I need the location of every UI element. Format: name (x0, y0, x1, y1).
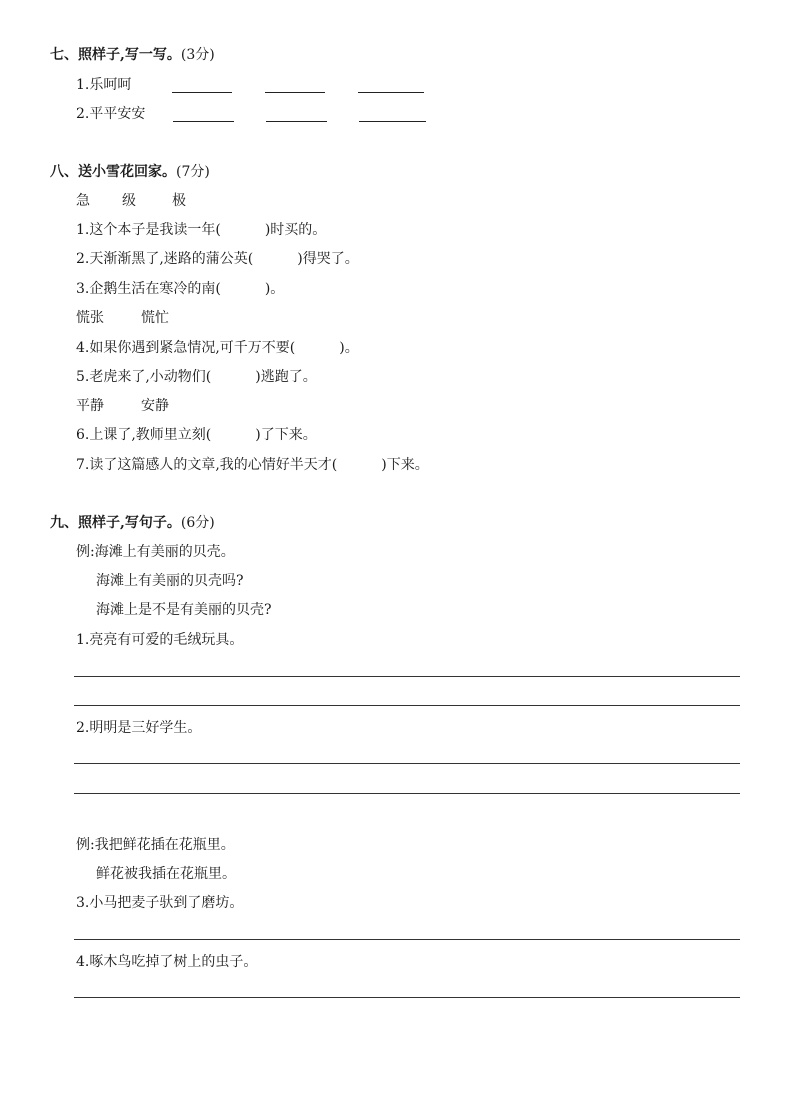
s8-question-7: 7.读了这篇感人的文章,我的心情好半天才( )下来。 (76, 457, 429, 473)
word-choice-4: 慌张 (76, 310, 104, 326)
section-7-title: 七、照样子,写一写。 (50, 47, 181, 63)
section-8-heading (50, 163, 210, 181)
s7-item-1-blank-3[interactable] (358, 92, 424, 93)
s9-question-4: 4.啄木鸟吃掉了树上的虫子。 (76, 954, 258, 970)
s7-item-1-blank-1[interactable] (172, 92, 232, 93)
s7-item-2-blank-2[interactable] (266, 121, 327, 122)
answer-line[interactable] (74, 676, 740, 677)
example-2-sentence: 例:我把鲜花插在花瓶里。 (76, 837, 235, 853)
s7-item-2-label: 2.平平安安 (76, 106, 146, 122)
s8-question-1: 1.这个本子是我读一年( )时买的。 (76, 222, 327, 238)
s9-question-1: 1.亮亮有可爱的毛绒玩具。 (76, 632, 244, 648)
answer-line[interactable] (74, 705, 740, 706)
section-9-heading (50, 514, 215, 532)
answer-line[interactable] (74, 939, 740, 940)
section-9-title: 九、照样子,写句子。 (50, 515, 181, 531)
section-8-title: 八、送小雪花回家。 (50, 164, 176, 180)
example-1-sentence: 例:海滩上有美丽的贝壳。 (76, 544, 235, 560)
section-7-points: (3分) (180, 47, 215, 63)
word-choice-5: 慌忙 (141, 310, 169, 326)
s9-question-3: 3.小马把麦子驮到了磨坊。 (76, 895, 244, 911)
example-1-answer-2: 海滩上是不是有美丽的贝壳? (96, 602, 272, 618)
s7-item-2-blank-1[interactable] (173, 121, 234, 122)
s8-question-5: 5.老虎来了,小动物们( )逃跑了。 (76, 369, 317, 385)
section-8-points: (7分) (176, 164, 210, 180)
s7-item-1-label: 1.乐呵呵 (76, 77, 132, 93)
word-choice-7: 安静 (141, 398, 169, 414)
s8-question-6: 6.上课了,教师里立刻( )了下来。 (76, 427, 317, 443)
section-9-points: (6分) (180, 515, 215, 531)
word-choice-3: 极 (172, 193, 186, 209)
word-choice-1: 急 (76, 193, 90, 209)
answer-line[interactable] (74, 997, 740, 998)
answer-line[interactable] (74, 793, 740, 794)
s7-item-2-blank-3[interactable] (359, 121, 426, 122)
s8-question-3: 3.企鹅生活在寒冷的南( )。 (76, 281, 285, 297)
answer-line[interactable] (74, 763, 740, 764)
section-7-heading (50, 46, 215, 64)
example-2-answer: 鲜花被我插在花瓶里。 (96, 866, 236, 882)
s8-question-2: 2.天渐渐黑了,迷路的蒲公英( )得哭了。 (76, 251, 359, 267)
s9-question-2: 2.明明是三好学生。 (76, 720, 202, 736)
s8-question-4: 4.如果你遇到紧急情况,可千万不要( )。 (76, 340, 359, 356)
example-1-answer-1: 海滩上有美丽的贝壳吗? (96, 573, 244, 589)
word-choice-6: 平静 (76, 398, 104, 414)
s7-item-1-blank-2[interactable] (265, 92, 325, 93)
word-choice-2: 级 (122, 193, 136, 209)
